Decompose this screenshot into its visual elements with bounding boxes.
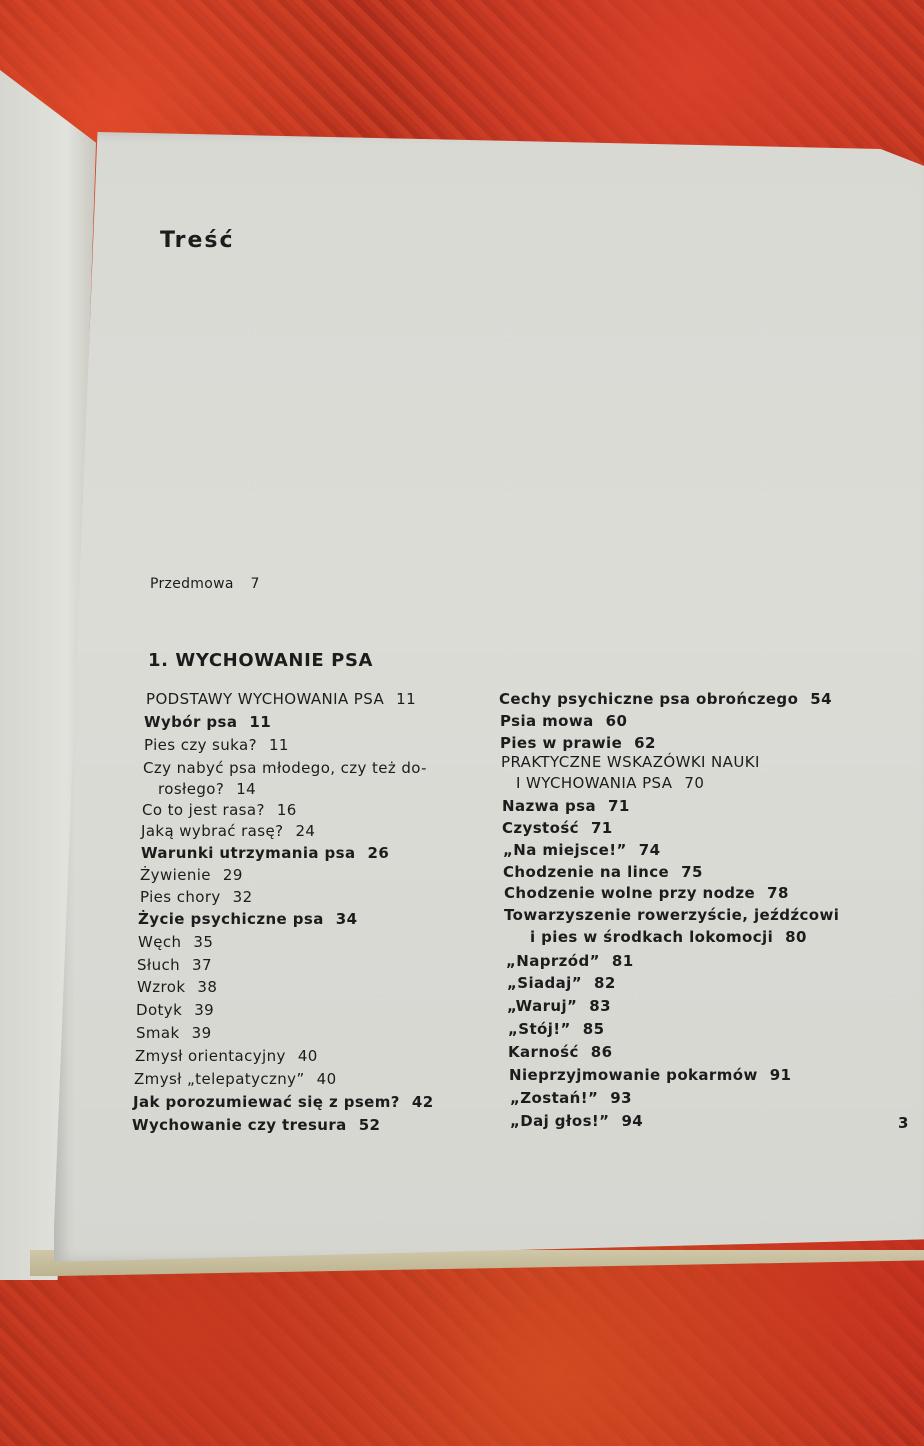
toc-right-entry [509,1066,791,1084]
toc-right-entry [506,952,634,970]
toc-right-entry [507,974,616,992]
entry-title: i pies w środkach lokomocji [530,928,774,946]
entry-page: 26 [367,844,390,862]
entry-page: 14 [236,780,257,798]
toc-left-entry [132,1116,380,1134]
entry-page: 74 [638,841,661,859]
toc-right-entry [502,819,613,837]
toc-right-entry [510,1112,643,1130]
entry-title: Dotyk [136,1001,183,1019]
entry-title: „Naprzód” [506,952,600,970]
entry-page: 85 [582,1020,605,1038]
toc-left-entry [144,713,271,731]
entry-title: Żywienie [140,866,211,884]
entry-page: 11 [396,690,417,708]
toc-left-entry [137,956,212,974]
toc-left-entry [137,978,217,996]
preface-page: 7 [250,576,260,592]
toc-left-entry [136,1024,212,1042]
toc-left-entry [138,933,213,951]
entry-title: Zmysł „telepatyczny” [134,1070,305,1088]
entry-page: 11 [249,713,272,731]
page-title: Treść [160,228,235,253]
entry-page: 40 [316,1070,337,1088]
entry-page: 71 [608,797,630,815]
toc-left-entry [140,888,253,906]
entry-page: 80 [785,928,807,946]
toc-right-entry [503,841,660,859]
toc-left-entry [158,780,256,798]
preface-title: Przedmowa [150,576,234,592]
toc-right-entry [502,797,630,815]
chapter-heading: 1. WYCHOWANIE PSA [148,650,374,671]
toc-left-entry [133,1093,434,1111]
toc-left-entry [143,759,427,777]
entry-page: 11 [268,736,289,754]
entry-title: Jak porozumiewać się z psem? [133,1093,400,1111]
entry-title: Życie psychiczne psa [138,910,324,928]
entry-title: Psia mowa [500,712,594,730]
toc-left-entry [134,1070,337,1088]
entry-title: Karność [508,1043,579,1061]
entry-page: 24 [295,822,316,840]
entry-page: 71 [590,819,613,837]
entry-page: 29 [222,866,243,884]
entry-title: Zmysł orientacyjny [135,1047,286,1065]
entry-title: Pies czy suka? [144,736,257,754]
entry-title: „Zostań!” [510,1089,599,1107]
toc-left-entry [144,736,289,754]
entry-title: „Waruj” [507,997,578,1015]
entry-title: I WYCHOWANIA PSA [516,774,673,792]
entry-page: 91 [769,1066,792,1084]
entry-page: 93 [610,1089,632,1107]
entry-title: „Stój!” [508,1020,571,1038]
entry-page: 94 [621,1112,644,1130]
entry-page: 81 [611,952,634,970]
toc-left-entry [135,1047,318,1065]
entry-title: Pies w prawie [500,734,623,752]
entry-title: Nieprzyjmowanie pokarmów [509,1066,758,1084]
toc-left-entry [140,866,243,884]
entry-page: 39 [194,1001,215,1019]
entry-page: 34 [335,910,358,928]
entry-title: Wzrok [137,978,186,996]
entry-title: Chodzenie wolne przy nodze [504,884,756,902]
entry-page: 86 [590,1043,613,1061]
entry-title: Słuch [137,956,181,974]
entry-title: Chodzenie na lince [503,863,670,881]
toc-right-entry [508,1020,604,1038]
entry-page: 62 [634,734,656,752]
entry-page: 16 [276,801,297,819]
toc-right-entry [499,690,832,708]
entry-page: 52 [358,1116,381,1134]
toc-left-entry [141,844,389,862]
entry-title: PRAKTYCZNE WSKAZÓWKI NAUKI [501,753,760,771]
toc-right-entry [504,884,789,902]
entry-page: 39 [191,1024,212,1042]
toc-right-entry [516,774,704,792]
toc-right-entry [501,753,760,771]
toc-right-entry [530,928,807,946]
toc-right-entry [507,997,611,1015]
entry-page: 42 [411,1093,434,1111]
toc-left-entry [146,690,416,708]
entry-page: 82 [594,974,616,992]
entry-title: Czy nabyć psa młodego, czy też do- [143,759,427,777]
entry-title: Towarzyszenie rowerzyście, jeźdźcowi [504,906,840,924]
entry-title: Wychowanie czy tresura [132,1116,347,1134]
entry-title: Wybór psa [144,713,238,731]
entry-page: 35 [193,933,214,951]
entry-title: Warunki utrzymania psa [141,844,356,862]
toc-left-entry [136,1001,214,1019]
entry-page: 37 [192,956,212,974]
entry-title: Smak [136,1024,180,1042]
entry-title: PODSTAWY WYCHOWANIA PSA [146,690,385,708]
entry-title: „Daj głos!” [510,1112,610,1130]
toc-left-entry [142,801,297,819]
entry-page: 75 [681,863,703,881]
entry-title: Węch [138,933,182,951]
entry-page: 70 [684,774,705,792]
entry-page: 54 [810,690,832,708]
toc-right-entry [500,734,656,752]
toc-left-entry [138,910,357,928]
entry-title: Jaką wybrać rasę? [141,822,284,840]
toc-right-entry [504,906,839,924]
page-number: 3 [898,1114,909,1132]
entry-title: „Na miejsce!” [503,841,627,859]
entry-page: 60 [605,712,628,730]
entry-page: 32 [232,888,253,906]
toc-right-entry [503,863,703,881]
entry-title: „Siadaj” [507,974,582,992]
entry-title: Nazwa psa [502,797,596,815]
entry-page: 83 [589,997,611,1015]
entry-title: Cechy psychiczne psa obrończego [499,690,799,708]
preface-entry [150,576,260,592]
entry-title: Pies chory [140,888,221,906]
toc-right-entry [510,1089,632,1107]
entry-title: Czystość [502,819,579,837]
entry-page: 38 [197,978,218,996]
toc-right-entry [508,1043,612,1061]
toc-left-entry [141,822,315,840]
toc-right-entry [500,712,627,730]
entry-title: Co to jest rasa? [142,801,265,819]
entry-page: 78 [767,884,789,902]
entry-page: 40 [297,1047,318,1065]
entry-title: rosłego? [158,780,225,798]
